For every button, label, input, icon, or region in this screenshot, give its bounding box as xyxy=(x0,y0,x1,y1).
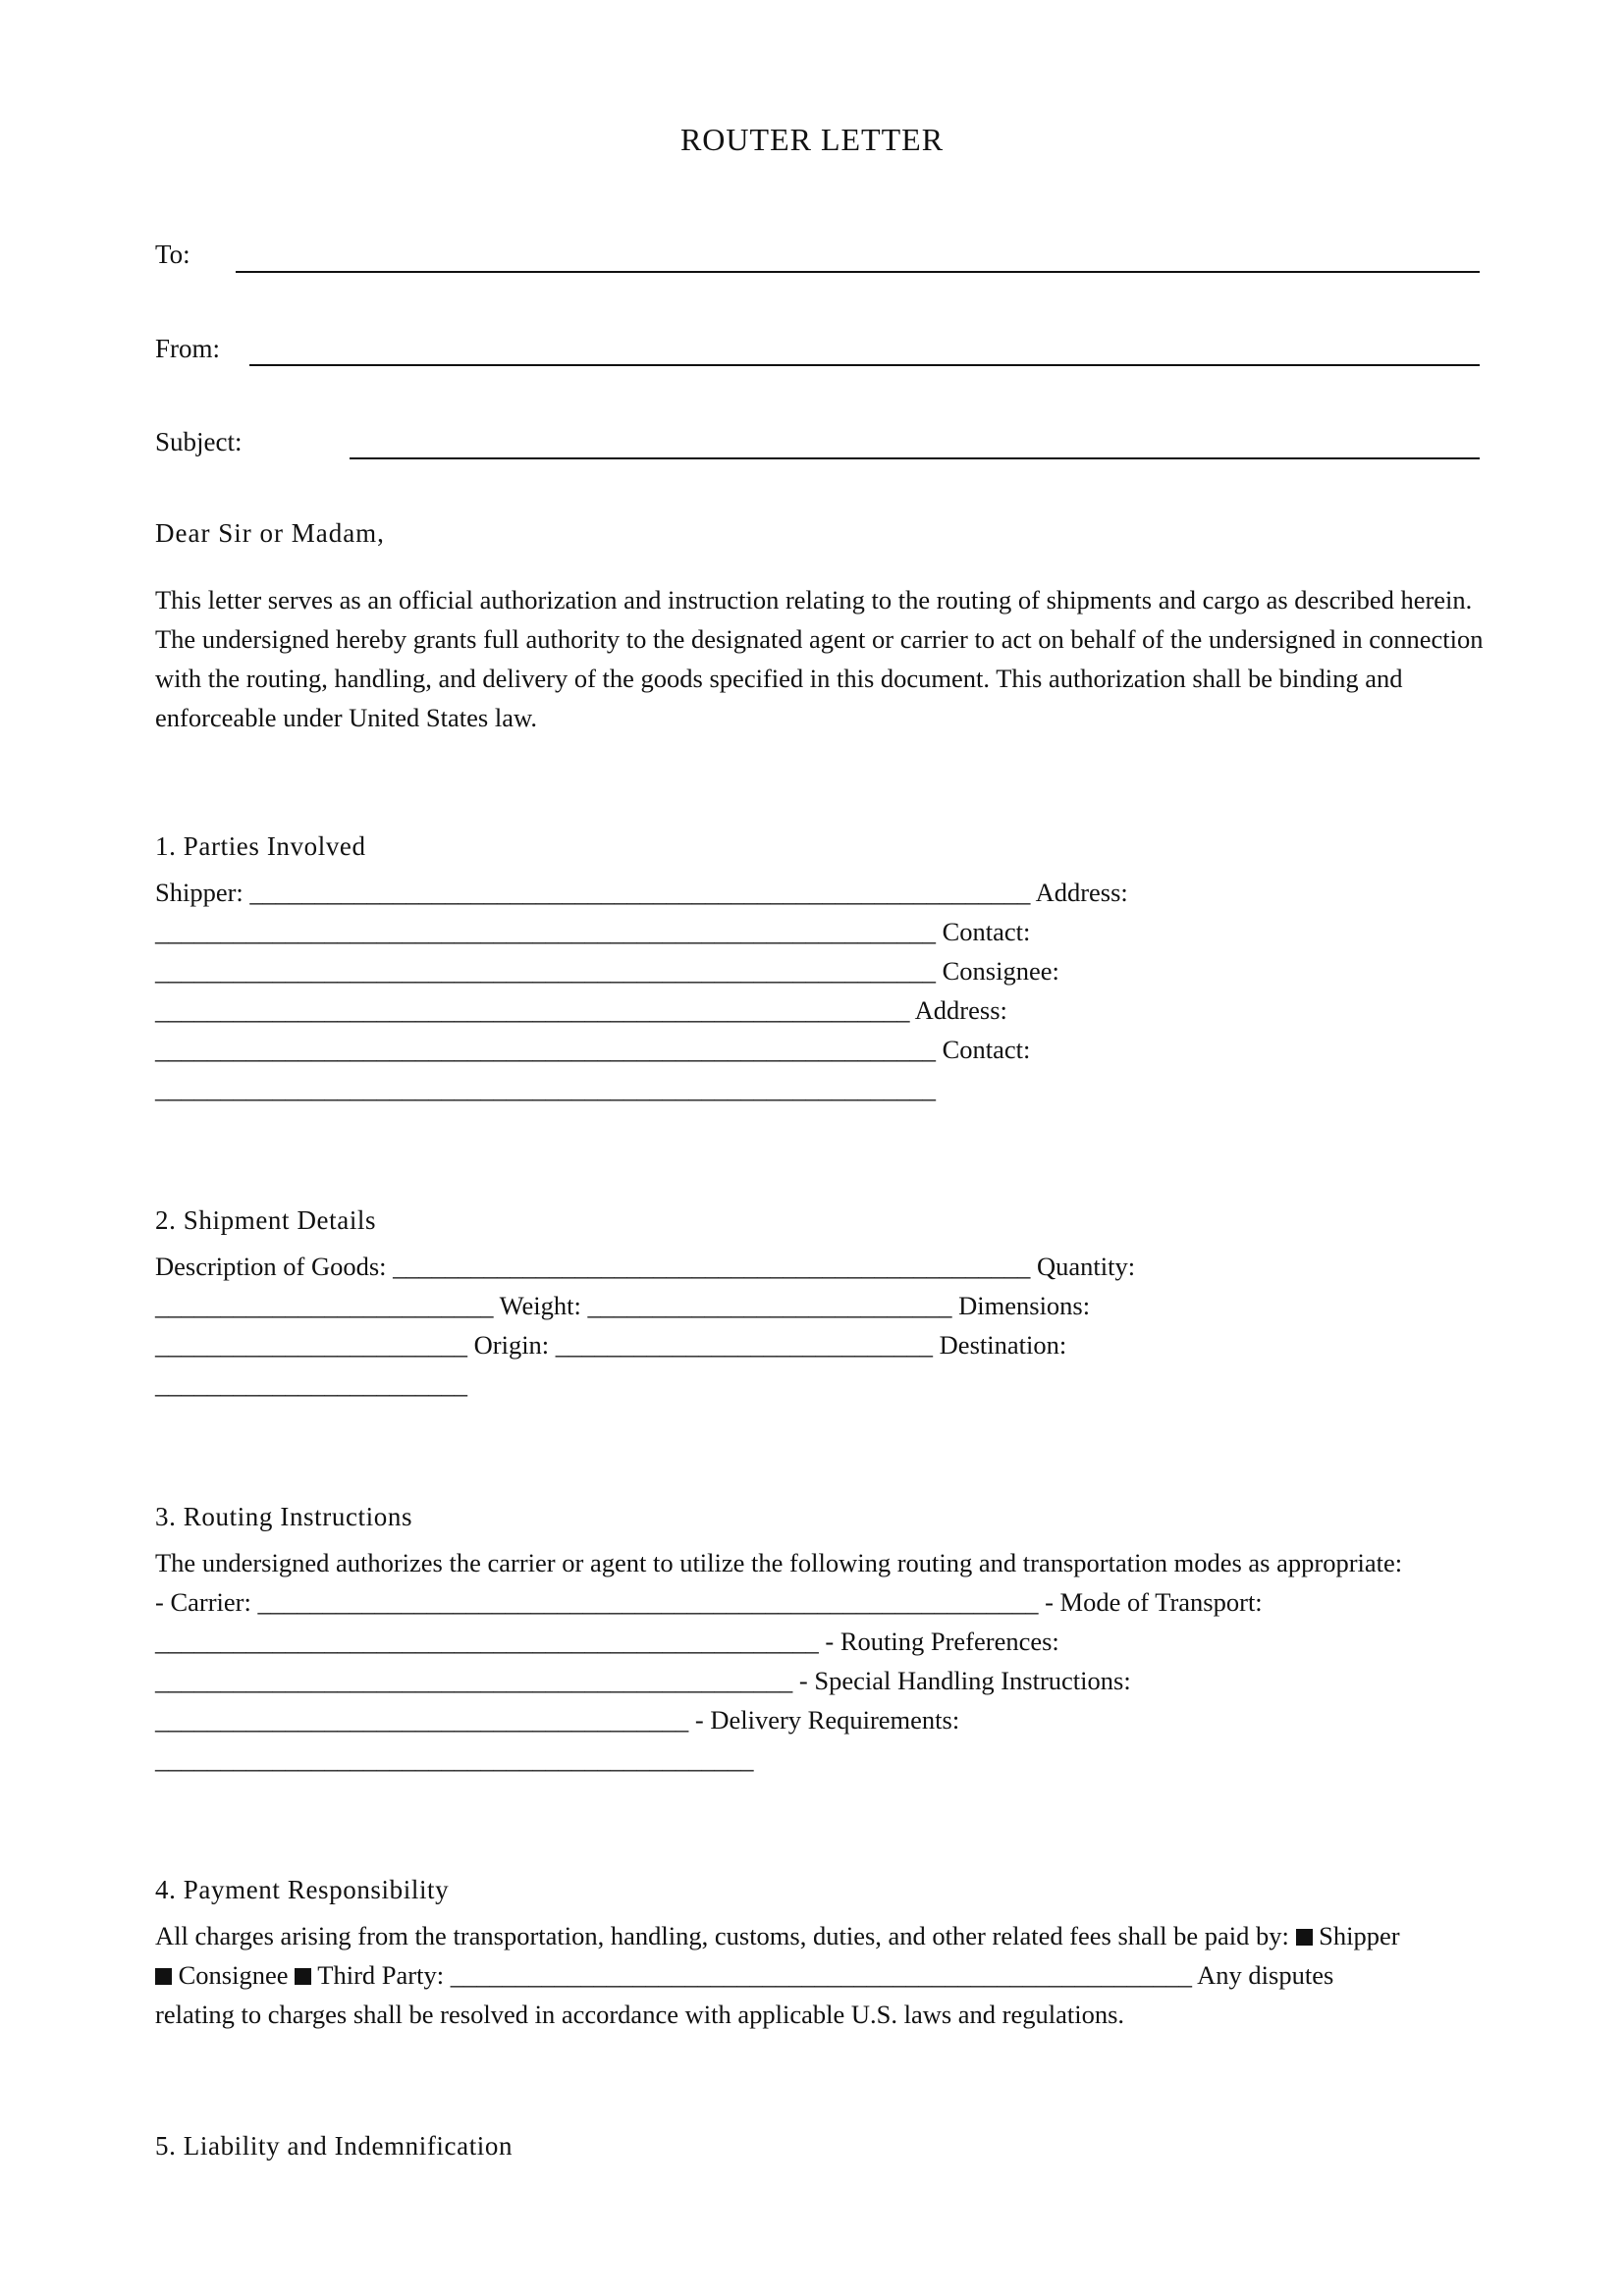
parties-line[interactable]: ____________________________________________________________ Contact: xyxy=(155,1035,1031,1064)
payment-text: All charges arising from the transportation, handling, customs, duties, and other related fees shall be paid by: xyxy=(155,1921,1296,1950)
shipment-line[interactable]: ________________________ xyxy=(155,1369,467,1399)
consignee-option-label: Consignee xyxy=(178,1960,289,1990)
third-party-field[interactable]: Third Party: _________________________________________________________ xyxy=(317,1960,1192,1990)
parties-line[interactable]: ____________________________________________________________ Consignee: xyxy=(155,956,1059,986)
parties-line[interactable]: Shipper: ____________________________________________________________ Address: xyxy=(155,878,1128,907)
salutation: Dear Sir or Madam, xyxy=(155,518,385,548)
routing-line[interactable]: - Carrier: ____________________________________________________________ - Mode of Transport: xyxy=(155,1587,1263,1617)
section-heading-liability: 5. Liability and Indemnification xyxy=(155,2131,514,2161)
payment-line xyxy=(155,1921,1400,1951)
section-heading-parties: 1. Parties Involved xyxy=(155,831,366,861)
page-title: ROUTER LETTER xyxy=(679,122,945,157)
from-field[interactable] xyxy=(249,364,1480,366)
parties-line[interactable]: __________________________________________________________ Address: xyxy=(155,995,1007,1025)
shipper-checkbox[interactable] xyxy=(1296,1929,1313,1946)
routing-line[interactable]: ______________________________________________ xyxy=(155,1744,754,1774)
shipment-line[interactable]: Description of Goods: _________________________________________________ Quantity: xyxy=(155,1252,1136,1281)
subject-label: Subject: xyxy=(155,427,243,456)
third-party-checkbox[interactable] xyxy=(295,1968,311,1985)
intro-paragraph: This letter serves as an official authorization and instruction relating to the routing of shipments and cargo as described herein. The undersigned hereby grants full authority to the designated agent or carrier to act on behalf of the undersigned in connection with the routing, handling, and delivery of the goods specified in this document. This authorization shall be binding and enforceable under United States law. xyxy=(155,585,1484,732)
from-label: From: xyxy=(155,334,221,363)
shipment-line[interactable]: __________________________ Weight: ____________________________ Dimensions: xyxy=(155,1291,1091,1320)
section-heading-routing: 3. Routing Instructions xyxy=(155,1502,413,1531)
payment-text: Any disputes xyxy=(1197,1960,1334,1990)
section-heading-shipment: 2. Shipment Details xyxy=(155,1205,377,1235)
to-field[interactable] xyxy=(236,271,1480,273)
parties-line[interactable]: ____________________________________________________________ xyxy=(155,1074,936,1103)
to-label: To: xyxy=(155,240,190,269)
routing-line[interactable]: _________________________________________________ - Special Handling Instructions: xyxy=(155,1666,1131,1695)
payment-line: relating to charges shall be resolved in accordance with applicable U.S. laws and regulations. xyxy=(155,2000,1125,2029)
routing-line[interactable]: _________________________________________ - Delivery Requirements: xyxy=(155,1705,960,1735)
parties-line[interactable]: ____________________________________________________________ Contact: xyxy=(155,917,1031,946)
routing-line[interactable]: ___________________________________________________ - Routing Preferences: xyxy=(155,1627,1059,1656)
shipper-option-label: Shipper xyxy=(1319,1921,1400,1950)
consignee-checkbox[interactable] xyxy=(155,1968,172,1985)
subject-field[interactable] xyxy=(350,457,1480,459)
section-heading-payment: 4. Payment Responsibility xyxy=(155,1875,450,1904)
routing-intro: The undersigned authorizes the carrier or agent to utilize the following routing and transportation modes as appropriate: xyxy=(155,1548,1403,1577)
shipment-line[interactable]: ________________________ Origin: _____________________________ Destination: xyxy=(155,1330,1067,1360)
payment-line xyxy=(155,1960,1333,1991)
